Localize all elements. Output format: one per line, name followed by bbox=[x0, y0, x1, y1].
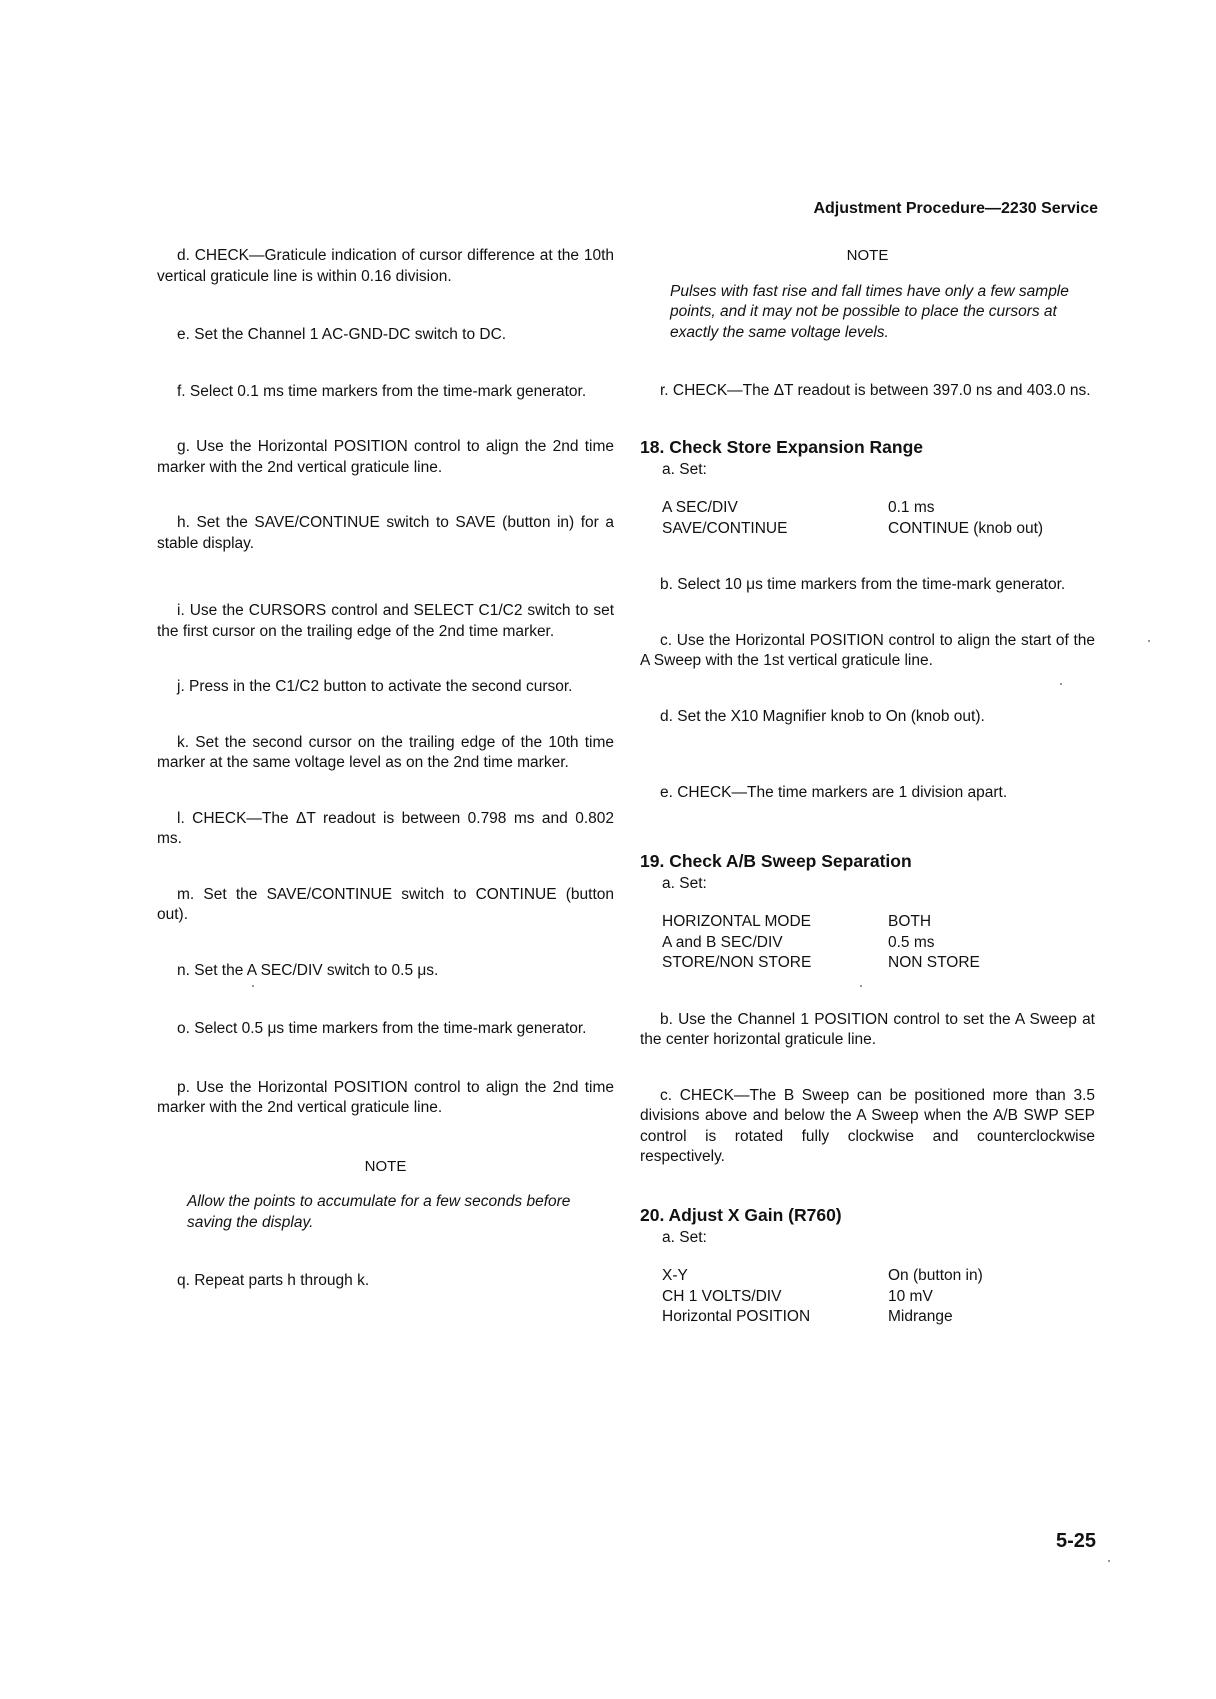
section-19-title: 19. Check A/B Sweep Separation bbox=[640, 850, 912, 871]
setting-name: A and B SEC/DIV bbox=[662, 933, 783, 951]
step-o: o. Select 0.5 μs time markers from the time-mark generator. bbox=[177, 1020, 587, 1037]
section-20-title: 20. Adjust X Gain (R760) bbox=[640, 1204, 842, 1225]
section-18-title: 18. Check Store Expansion Range bbox=[640, 436, 924, 457]
step-18a: a. Set: bbox=[662, 460, 707, 478]
setting-name: CH 1 VOLTS/DIV bbox=[662, 1287, 782, 1305]
note-heading: NOTE bbox=[846, 247, 889, 264]
setting-name: HORIZONTAL MODE bbox=[662, 913, 811, 930]
step-20a: a. Set: bbox=[662, 1228, 707, 1246]
setting-value: CONTINUE (knob out) bbox=[888, 519, 1044, 537]
note-block bbox=[157, 1157, 614, 1234]
step-d: d. CHECK—Graticule indication of cursor difference at the 10th vertical graticule line is within 0.16 division. bbox=[157, 247, 614, 285]
settings-table-19 bbox=[640, 912, 1095, 974]
setting-value: 0.5 ms bbox=[888, 933, 935, 951]
scan-speck bbox=[1060, 683, 1062, 685]
scan-speck bbox=[860, 985, 862, 987]
setting-name: A SEC/DIV bbox=[662, 499, 738, 516]
setting-value: BOTH bbox=[888, 913, 932, 930]
setting-name: X-Y bbox=[662, 1267, 688, 1284]
setting-name: Horizontal POSITION bbox=[662, 1308, 811, 1325]
setting-value: NON STORE bbox=[888, 954, 980, 971]
scan-speck bbox=[1148, 640, 1150, 642]
note-body: Pulses with fast rise and fall times have only a few sample points, and it may not be possible to place the cursors at exactly the same voltage levels. bbox=[670, 282, 1069, 341]
step-18b: b. Select 10 μs time markers from the time-mark generator. bbox=[660, 576, 1066, 593]
running-header: Adjustment Procedure—2230 Service bbox=[813, 200, 1098, 217]
settings-table-20 bbox=[640, 1266, 1095, 1328]
scan-speck bbox=[252, 985, 254, 987]
scan-speck bbox=[1108, 1560, 1110, 1562]
step-m: m. Set the SAVE/CONTINUE switch to CONTINUE (button out). bbox=[157, 885, 614, 923]
step-19a: a. Set: bbox=[662, 874, 707, 892]
step-18d: d. Set the X10 Magnifier knob to On (knob out). bbox=[660, 707, 985, 725]
step-r: r. CHECK—The ΔT readout is between 397.0 ns and 403.0 ns. bbox=[660, 382, 1091, 399]
step-i: i. Use the CURSORS control and SELECT C1/C2 switch to set the first cursor on the trailing edge of the 2nd time marker. bbox=[157, 602, 614, 640]
step-j: j. Press in the C1/C2 button to activate the second cursor. bbox=[177, 678, 573, 695]
step-g: g. Use the Horizontal POSITION control to align the 2nd time marker with the 2nd vertical graticule line. bbox=[157, 438, 614, 476]
step-p: p. Use the Horizontal POSITION control to align the 2nd time marker with the 2nd vertical graticule line. bbox=[157, 1078, 614, 1116]
setting-value: On (button in) bbox=[888, 1267, 983, 1284]
note-block bbox=[640, 246, 1095, 343]
step-e: e. Set the Channel 1 AC-GND-DC switch to DC. bbox=[177, 326, 507, 343]
step-q: q. Repeat parts h through k. bbox=[177, 1272, 370, 1289]
step-18e: e. CHECK—The time markers are 1 division apart. bbox=[660, 784, 1008, 801]
settings-table-18 bbox=[640, 498, 1095, 539]
step-k: k. Set the second cursor on the trailing edge of the 10th time marker at the same voltage level as on the 2nd time marker. bbox=[157, 733, 614, 771]
setting-name: SAVE/CONTINUE bbox=[662, 519, 788, 537]
step-l: l. CHECK—The ΔT readout is between 0.798 ms and 0.802 ms. bbox=[157, 809, 614, 847]
step-18c: c. Use the Horizontal POSITION control to align the start of the A Sweep with the 1st vertical graticule line. bbox=[640, 631, 1095, 669]
step-h: h. Set the SAVE/CONTINUE switch to SAVE (button in) for a stable display. bbox=[157, 514, 614, 552]
right-column bbox=[640, 246, 1095, 1328]
left-column bbox=[157, 246, 614, 1292]
setting-value: 10 mV bbox=[888, 1287, 933, 1305]
step-n: n. Set the A SEC/DIV switch to 0.5 μs. bbox=[177, 961, 439, 979]
setting-value: 0.1 ms bbox=[888, 499, 935, 516]
step-19b: b. Use the Channel 1 POSITION control to set the A Sweep at the center horizontal graticule line. bbox=[640, 1010, 1095, 1048]
setting-value: Midrange bbox=[888, 1308, 953, 1325]
note-body: Allow the points to accumulate for a few seconds before saving the display. bbox=[187, 1193, 571, 1231]
step-19c: c. CHECK—The B Sweep can be positioned more than 3.5 divisions above and below the A Sweep when the A/B SWP SEP control is rotated fully clockwise and counterclockwise respectively. bbox=[640, 1086, 1095, 1165]
setting-name: STORE/NON STORE bbox=[662, 954, 812, 971]
step-f: f. Select 0.1 ms time markers from the time-mark generator. bbox=[177, 382, 587, 400]
page-number: 5-25 bbox=[1055, 1530, 1096, 1552]
note-heading: NOTE bbox=[364, 1157, 407, 1175]
